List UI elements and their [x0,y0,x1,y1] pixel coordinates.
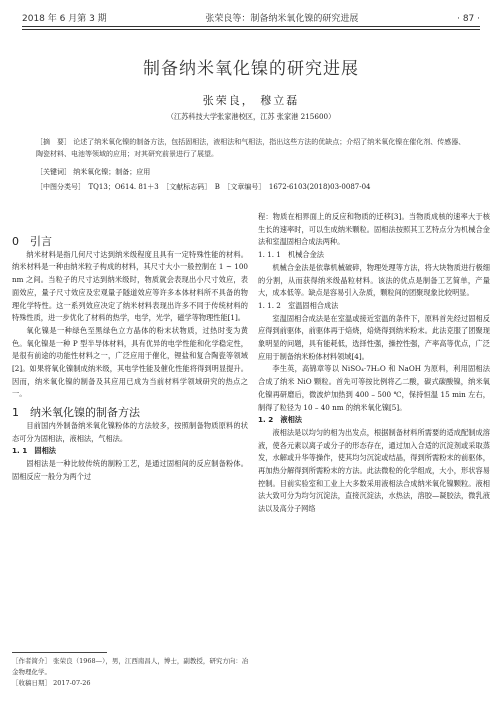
page-number: · 87 · [457,14,480,24]
keywords-text: 纳米氧化镍；制备；应用 [73,168,151,176]
right-column [258,211,490,516]
subsection-liquid-phase-heading: 1. 2 液相法 [258,415,302,425]
paragraph: 液相法是以均匀的相为出发点，根据制备材料所需要的适成配制成溶液，使各元素以离子或分子的形态存在，通过加入合适的沉淀剂或采取蒸发，水解或升华等操作，使其均匀沉淀或结晶，得到所需粉末的前驱体，再加热分解得到所需粉末的方法。此法微粒的化学组成，大小，形状容易控制。目前实验室和工业上大多数采用液相法合成纳米氧化镍颗粒。液相法大致可分为均匀沉淀法，直接沉淀法，水热法，溶胶—凝胶法，微乳液法以及高分子网络 [258,427,490,514]
paragraph: 李生英，高锦章等以 NiSO₄·7H₂O 和 NaOH 为原料，利用固相法合成了纳米 NiO 颗粒。首先可等按比例将乙二酸，碳式碳酸镍，纳米氧化镍再研磨后，微波炉加热到 400 – 500 ℃，保持恒温 15 min 左右，制得了粒径为 10 – 40 nm 的纳米氧化镍[5]。 [258,364,490,412]
header-rule-thin [22,29,480,30]
paragraph: 氧化镍是一种绿色至黑绿色立方晶体的粉末状物质，过热时变为黄色。氧化镍是一种 P 型半导体材料，具有优异的电学性能和化学稳定性，是很有前途的功能性材料之一，广泛应用于催化，锂盐和复合陶瓷等领域[2]。如果将氧化镍制成纳米级，其电学性能及催化性能将得到明显提升。因而，纳米氧化镍的制备及其应用已成为当前材料学领域研究的热点之一。 [12,325,248,399]
received-date: ［收稿日期］ 2017-07-26 [12,679,91,687]
keywords [36,167,150,177]
paragraph: 目前国内外制备纳米氧化镍粉体的方法较多，按照制备物质原料的状态可分为固相法，液相法，气相法。 [12,420,248,443]
header-rule [22,26,480,27]
abstract [36,136,468,160]
issue-info: 2018 年 6 月第 3 期 [22,14,107,24]
paragraph: 室温固相合成法是在室温或接近室温的条件下，原料首先经过固相反应得到前驱体，前驱体再于焙烧，焙烧得到纳米粉末。此法克服了团聚现象明显的问题，具有能耗低，选择性强，操控性强，产率高等优点，广泛应用于制备纳米粉体材料领域[4]。 [258,313,490,361]
paragraph: 纳米材料是指几何尺寸达到纳米级程度且具有一定特殊性能的材料。纳米材料是一种由纳米粒子构成的材料，其尺寸大小一般控制在 1 ~ 100 nm 之间。当粒子的尺寸达到纳米级时，物质就会表现出小尺寸效应，表面效应，量子尺寸效应及宏观量子隧道效应等许多本体材料所不具备的物理化学特性。这一系列效应决定了纳米材料表现出许多不同于传统材料的特殊性质，进一步优化了材料的热学，电学，光学，磁学等物理性能[1]。 [12,249,248,323]
author-bio: ［作者简介］ 张荣良（1968—），男，江西南昌人，博士，副教授，研究方向：冶金物理化学。 [12,657,249,676]
authors: 张荣良， 穆立磊 [202,94,300,107]
left-column [12,236,248,483]
running-header [22,10,480,24]
footnote [12,656,252,689]
keywords-label: ［关键词］ [36,168,71,176]
paragraph: 机械合金法是依靠机械破碎，物理处理等方法，将大块物质进行极细的分割，从而获得纳米级晶粒材料。该法的优点是制备工艺简单，产量大，成本低等。缺点是容易引入杂质，颗粒间的团聚现象比较明显。 [258,262,490,298]
paragraph: 固相法是一种比较传统的制粉工艺，是通过固相间的反应制备粉体。固相反应一般分为两个过 [12,458,248,481]
paragraph: 程：物质在相界面上的反应和物质的迁移[3]。当物质成核的速率大于核生长的速率时，可以生成纳米颗粒。固相法按照其工艺特点分为机械合金法和室温固相合成法两种。 [258,212,490,247]
subsection-solid-phase-heading: 1. 1 固相法 [12,446,56,456]
section-introduction-heading: 0 引言 [12,235,52,248]
subsection-room-temp-heading: 1. 1. 2 室温固相合成法 [258,300,339,310]
article-title: 制备纳米氧化镍的研究进展 [143,59,359,79]
abstract-text: 论述了纳米氧化镍的制备方法，包括固相法，液相法和气相法，指出这些方法的优缺点；介绍了纳米氧化镍在催化剂、传感器、陶瓷材料、电池等领域的应用；对其研究前景进行了展望。 [36,138,466,158]
abstract-label: ［摘 要］ [36,138,71,146]
subsection-mechanical-alloy-heading: 1. 1. 1 机械合金法 [258,250,324,260]
running-title: 张荣良等：制备纳米氧化镍的研究进展 [205,14,359,24]
classification-line: ［中图分类号］ TQ13；O614. 81＋3 ［文献标志码］ B ［文章编号］ 1672-6103(2018)03-0087-04 [36,183,371,191]
footnote-rule [12,652,107,653]
affiliation: （江苏科技大学张家港校区，江苏 张家港 215600） [166,112,336,121]
section-methods-heading: 1 纳米氧化镍的制备方法 [12,406,140,420]
